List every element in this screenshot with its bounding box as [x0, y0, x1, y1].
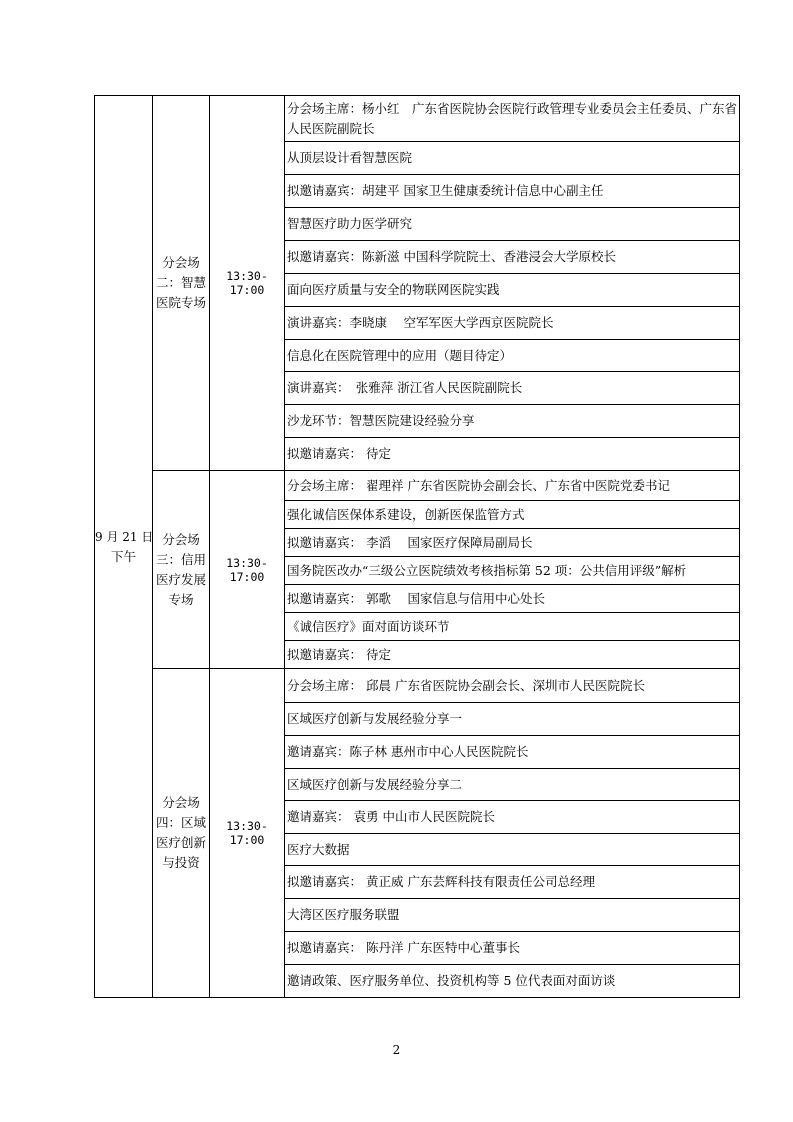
agenda-item: 区域医疗创新与发展经验分享一 [285, 703, 740, 736]
agenda-item: 从顶层设计看智慧医院 [285, 142, 740, 175]
table-row [95, 96, 740, 142]
agenda-item: 拟邀请嘉宾：胡建平 国家卫生健康委统计信息中心副主任 [285, 175, 740, 208]
agenda-item: 拟邀请嘉宾： 待定 [285, 641, 740, 669]
session-name-line: 分会场 [162, 255, 200, 270]
agenda-item: 分会场主席：杨小红 广东省医院协会医院行政管理专业委员会主任委员、广东省人民医院副院长 [285, 96, 740, 142]
session-time-cell: 13:30-17:00 [210, 471, 285, 669]
agenda-item: 拟邀请嘉宾： 陈丹洋 广东医特中心董事长 [285, 932, 740, 965]
agenda-item: 强化诚信医保体系建设，创新医保监管方式 [285, 501, 740, 529]
session-name-cell [153, 471, 210, 669]
session-name-line: 三：信用 [155, 551, 206, 567]
agenda-item: 智慧医疗助力医学研究 [285, 208, 740, 241]
session-name-line: 医院专场 [155, 295, 206, 310]
date-day: 9 月 21 日 [95, 529, 154, 544]
agenda-item: 拟邀请嘉宾： 李滔 国家医疗保障局副局长 [285, 529, 740, 557]
session-name-line: 医疗创新 [155, 835, 206, 850]
agenda-item: 拟邀请嘉宾：陈新滋 中国科学院院士、香港浸会大学原校长 [285, 241, 740, 274]
agenda-item: 面向医疗质量与安全的物联网医院实践 [285, 274, 740, 307]
agenda-item: 信息化在医院管理中的应用（题目待定） [285, 340, 740, 372]
session-name-line: 四：区域 [155, 815, 206, 830]
session-time-cell: 13:30-17:00 [210, 669, 285, 998]
session-name-line: 二：智慧 [155, 275, 206, 290]
agenda-item: 演讲嘉宾： 张雅萍 浙江省人民医院副院长 [285, 372, 740, 405]
date-period: 下午 [110, 548, 136, 564]
agenda-item: 国务院医改办“三级公立医院绩效考核指标第 52 项：公共信用评级”解析 [285, 557, 740, 585]
session-name-line: 医疗发展 [155, 571, 206, 587]
agenda-item: 《诚信医疗》面对面访谈环节 [285, 613, 740, 641]
date-cell [95, 96, 153, 998]
agenda-item: 区域医疗创新与发展经验分享二 [285, 769, 740, 801]
session-name-line: 与投资 [162, 855, 200, 870]
agenda-item: 大湾区医疗服务联盟 [285, 899, 740, 932]
agenda-item: 分会场主席： 翟理祥 广东省医院协会副会长、广东省中医院党委书记 [285, 471, 740, 501]
agenda-item: 拟邀请嘉宾： 郭歌 国家信息与信用中心处长 [285, 585, 740, 613]
table-row [95, 669, 740, 703]
session-name-line: 分会场 [162, 531, 200, 547]
table-row [95, 471, 740, 501]
agenda-item: 拟邀请嘉宾： 黄正威 广东芸辉科技有限责任公司总经理 [285, 866, 740, 899]
agenda-item: 邀请政策、医疗服务单位、投资机构等 5 位代表面对面访谈 [285, 965, 740, 998]
session-time-cell: 13:30-17:00 [210, 96, 285, 471]
agenda-item: 演讲嘉宾：李晓康 空军军医大学西京医院院长 [285, 307, 740, 340]
session-name-cell [153, 669, 210, 998]
agenda-item: 沙龙环节：智慧医院建设经验分享 [285, 405, 740, 438]
agenda-item: 拟邀请嘉宾： 待定 [285, 438, 740, 471]
session-name-line: 专场 [168, 591, 194, 607]
session-name-cell [153, 96, 210, 471]
session-name-line: 分会场 [162, 795, 200, 810]
agenda-item: 医疗大数据 [285, 834, 740, 866]
agenda-item: 邀请嘉宾： 袁勇 中山市人民医院院长 [285, 801, 740, 834]
agenda-item: 分会场主席： 邱晨 广东省医院协会副会长、深圳市人民医院院长 [285, 669, 740, 703]
page-number: 2 [392, 1043, 401, 1057]
schedule-table [94, 95, 740, 998]
agenda-item: 邀请嘉宾：陈子林 惠州市中心人民医院院长 [285, 736, 740, 769]
